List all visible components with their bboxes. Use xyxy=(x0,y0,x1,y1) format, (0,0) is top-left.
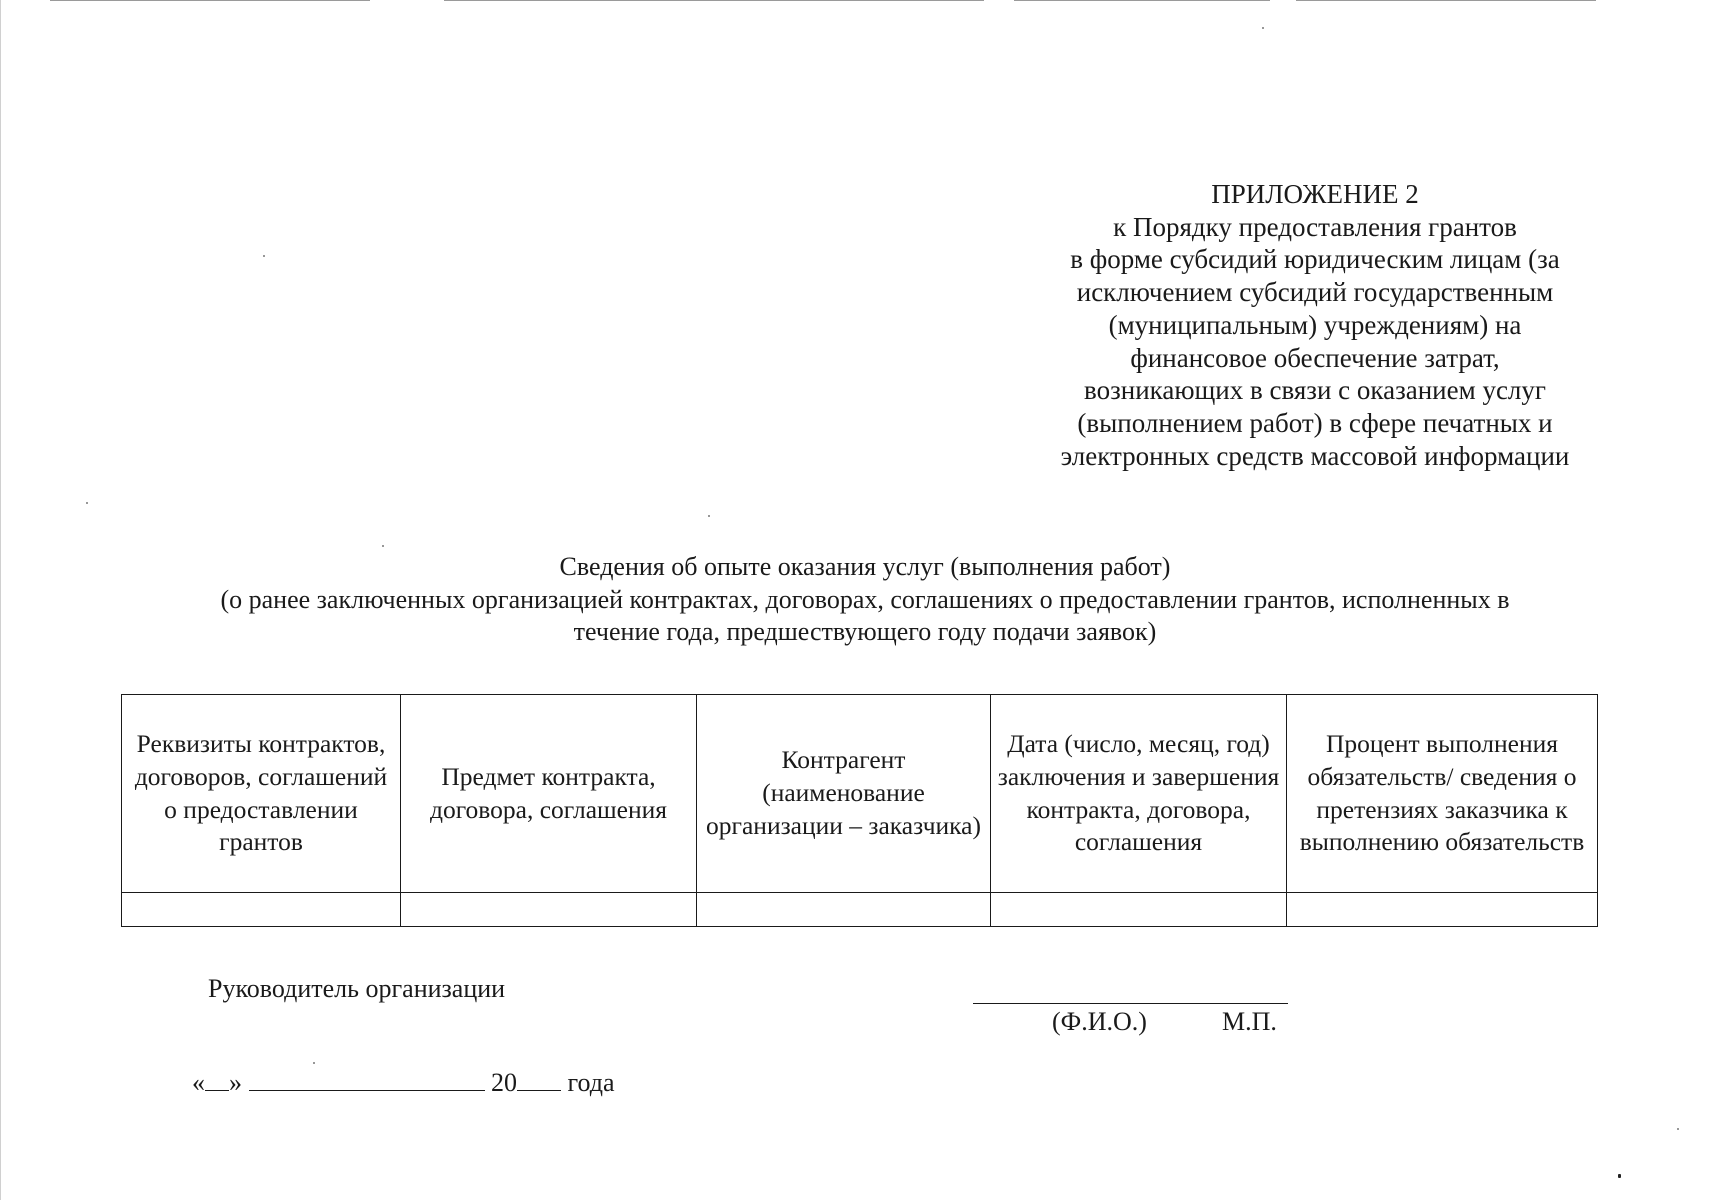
scan-artifact-top-line xyxy=(444,0,984,1)
table-row xyxy=(122,893,1598,927)
scan-artifact-left-edge xyxy=(0,0,1,1200)
document-title: Сведения об опыте оказания услуг (выполнения работ) xyxy=(559,552,1171,581)
column-header-counterparty: Контрагент (наименование организации – заказчика) xyxy=(697,695,991,893)
appendix-subtitle-line: к Порядку предоставления грантов xyxy=(1113,211,1517,242)
day-blank[interactable] xyxy=(205,1068,229,1091)
scan-speck xyxy=(263,255,265,257)
scan-artifact-top-line xyxy=(50,0,370,1)
scan-speck xyxy=(382,545,384,547)
table-cell[interactable] xyxy=(991,893,1287,927)
column-header-subject: Предмет контракта, договора, соглашения xyxy=(401,695,697,893)
appendix-subtitle-line: в форме субсидий юридическим лицам (за xyxy=(1070,244,1560,275)
table-cell[interactable] xyxy=(697,893,991,927)
month-blank[interactable] xyxy=(249,1068,485,1091)
signature-line[interactable] xyxy=(973,1003,1288,1004)
date-close-quote: » xyxy=(229,1068,242,1097)
appendix-subtitle-line: исключением субсидий государственным xyxy=(1076,277,1554,308)
table-cell[interactable] xyxy=(401,893,697,927)
table-cell[interactable] xyxy=(122,893,401,927)
scan-speck xyxy=(1618,1174,1621,1178)
document-subtitle-line: (о ранее заключенных организацией контрактах, договорах, соглашениях о предоставлении грантов, исполненных в xyxy=(220,584,1510,614)
date-field xyxy=(192,1068,615,1098)
year-suffix: года xyxy=(567,1068,615,1097)
stamp-label: М.П. xyxy=(1222,1007,1277,1036)
year-prefix: 20 xyxy=(491,1068,517,1097)
column-header-completion: Процент выполнения обязательств/ сведения о претензиях заказчика к выполнению обязательств xyxy=(1287,695,1598,893)
fio-label: (Ф.И.О.) xyxy=(1052,1007,1147,1036)
experience-table xyxy=(121,694,1598,927)
column-header-requisites: Реквизиты контрактов, договоров, соглашений о предоставлении грантов xyxy=(122,695,401,893)
table-cell[interactable] xyxy=(1287,893,1598,927)
date-open-quote: « xyxy=(192,1068,205,1097)
year-blank[interactable] xyxy=(517,1068,561,1091)
appendix-header xyxy=(1000,178,1630,472)
appendix-subtitle-line: (муниципальным) учреждениям) на xyxy=(1108,309,1522,340)
scan-speck xyxy=(1677,1128,1679,1130)
appendix-subtitle-line: (выполнением работ) в сфере печатных и xyxy=(1077,407,1553,438)
scan-speck xyxy=(1262,27,1264,29)
table-header-row xyxy=(122,695,1598,893)
appendix-subtitle-line: возникающих в связи с оказанием услуг xyxy=(1084,375,1546,406)
appendix-subtitle-line: электронных средств массовой информации xyxy=(1060,440,1570,471)
scan-artifact-top-line xyxy=(1296,0,1596,1)
scan-speck xyxy=(708,515,710,517)
scan-artifact-top-line xyxy=(1014,0,1270,1)
appendix-title: ПРИЛОЖЕНИЕ 2 xyxy=(1211,179,1419,209)
column-header-dates: Дата (число, месяц, год) заключения и завершения контракта, договора, соглашения xyxy=(991,695,1287,893)
scan-speck xyxy=(313,1062,315,1064)
signer-label: Руководитель организации xyxy=(208,974,506,1003)
document-subtitle-line: течение года, предшествующего году подачи заявок) xyxy=(573,617,1157,646)
scan-speck xyxy=(86,502,88,504)
appendix-subtitle-line: финансовое обеспечение затрат, xyxy=(1130,342,1500,373)
document-heading xyxy=(120,551,1610,649)
